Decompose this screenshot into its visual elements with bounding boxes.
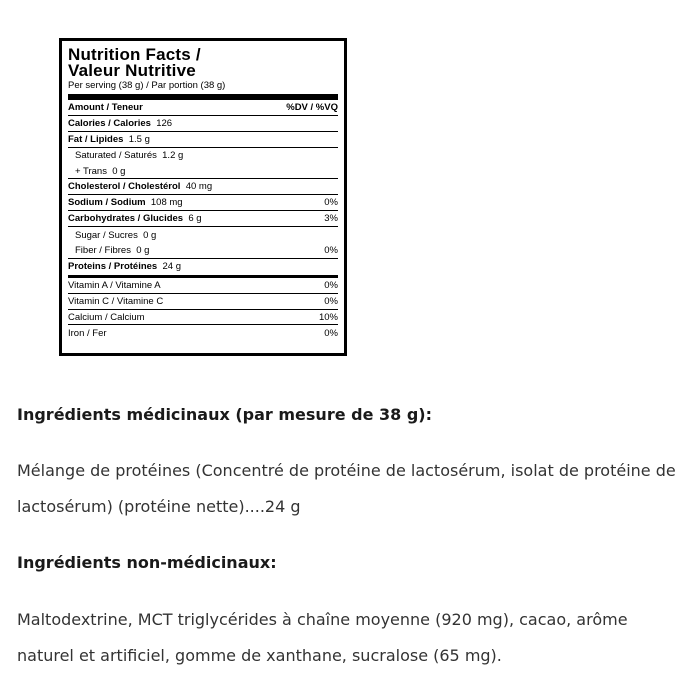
calcium-dv: 10%	[318, 311, 338, 323]
cholesterol-row	[68, 179, 338, 195]
sugar-amount: 0 g	[143, 229, 157, 241]
calories-amount: 126	[156, 117, 173, 129]
vitamin-c-label: Vitamin C / Vitamine C	[68, 295, 164, 307]
medicinal-ingredients-text: Mélange de protéines (Concentré de protéine de lactosérum, isolat de protéine de lactosérum) (protéine nette)....24 g	[17, 461, 676, 516]
calories-label: Calories / Calories	[68, 117, 151, 129]
sugar-row	[68, 227, 338, 243]
carbohydrates-row	[68, 211, 338, 227]
vitamin-a-row	[68, 278, 338, 294]
vitamin-c-dv: 0%	[324, 295, 338, 307]
saturated-label: Saturated / Saturés	[75, 150, 157, 162]
fiber-amount: 0 g	[136, 244, 150, 256]
cholesterol-amount: 40 mg	[185, 181, 213, 193]
carbohydrates-amount: 6 g	[188, 213, 202, 225]
sodium-dv: 0%	[324, 197, 338, 209]
fiber-label: Fiber / Fibres	[75, 244, 131, 256]
label-title	[68, 47, 338, 79]
protein-row	[68, 259, 338, 275]
serving-size: Per serving (38 g) / Par portion (38 g)	[68, 80, 226, 91]
carbohydrates-dv: 3%	[324, 213, 338, 225]
cholesterol-label: Cholesterol / Cholestérol	[68, 181, 181, 193]
vitamin-a-label: Vitamin A / Vitamine A	[68, 279, 161, 291]
label-title-line2: Valeur Nutritive	[68, 61, 196, 80]
protein-label: Proteins / Protéines	[68, 261, 158, 273]
fat-row	[68, 132, 338, 148]
fat-amount: 1.5 g	[128, 133, 150, 145]
iron-dv: 0%	[324, 327, 338, 339]
saturated-row	[68, 148, 338, 164]
sugar-label: Sugar / Sucres	[75, 229, 138, 241]
label-title-line1: Nutrition Facts /	[68, 45, 201, 64]
non-medicinal-ingredients-heading: Ingrédients non-médicinaux:	[17, 553, 277, 572]
saturated-amount: 1.2 g	[162, 150, 184, 162]
non-medicinal-ingredients-text: Maltodextrine, MCT triglycérides à chaîne moyenne (920 mg), cacao, arôme naturel et artificiel, gomme de xanthane, sucralose (65 mg).	[17, 610, 628, 665]
amount-header: Amount / Teneur	[68, 101, 143, 113]
trans-label: + Trans	[75, 165, 107, 177]
protein-amount: 24 g	[162, 261, 182, 273]
sodium-row	[68, 195, 338, 211]
trans-row	[68, 164, 338, 180]
calories-row	[68, 116, 338, 132]
medicinal-ingredients-heading: Ingrédients médicinaux (par mesure de 38 g):	[17, 405, 433, 424]
trans-amount: 0 g	[112, 165, 126, 177]
calcium-row	[68, 310, 338, 326]
sodium-label: Sodium / Sodium	[68, 197, 146, 209]
fat-label: Fat / Lipides	[68, 133, 124, 145]
fiber-dv: 0%	[324, 244, 338, 256]
vitamin-a-dv: 0%	[324, 279, 338, 291]
calcium-label: Calcium / Calcium	[68, 311, 145, 323]
iron-row	[68, 325, 338, 341]
nutrition-facts-label	[59, 38, 347, 356]
carbohydrates-label: Carbohydrates / Glucides	[68, 213, 184, 225]
sodium-amount: 108 mg	[150, 197, 183, 209]
fiber-row	[68, 243, 338, 259]
iron-label: Iron / Fer	[68, 327, 107, 339]
dv-header: %DV / %VQ	[286, 101, 338, 113]
vitamin-c-row	[68, 294, 338, 310]
header-row	[68, 100, 338, 116]
